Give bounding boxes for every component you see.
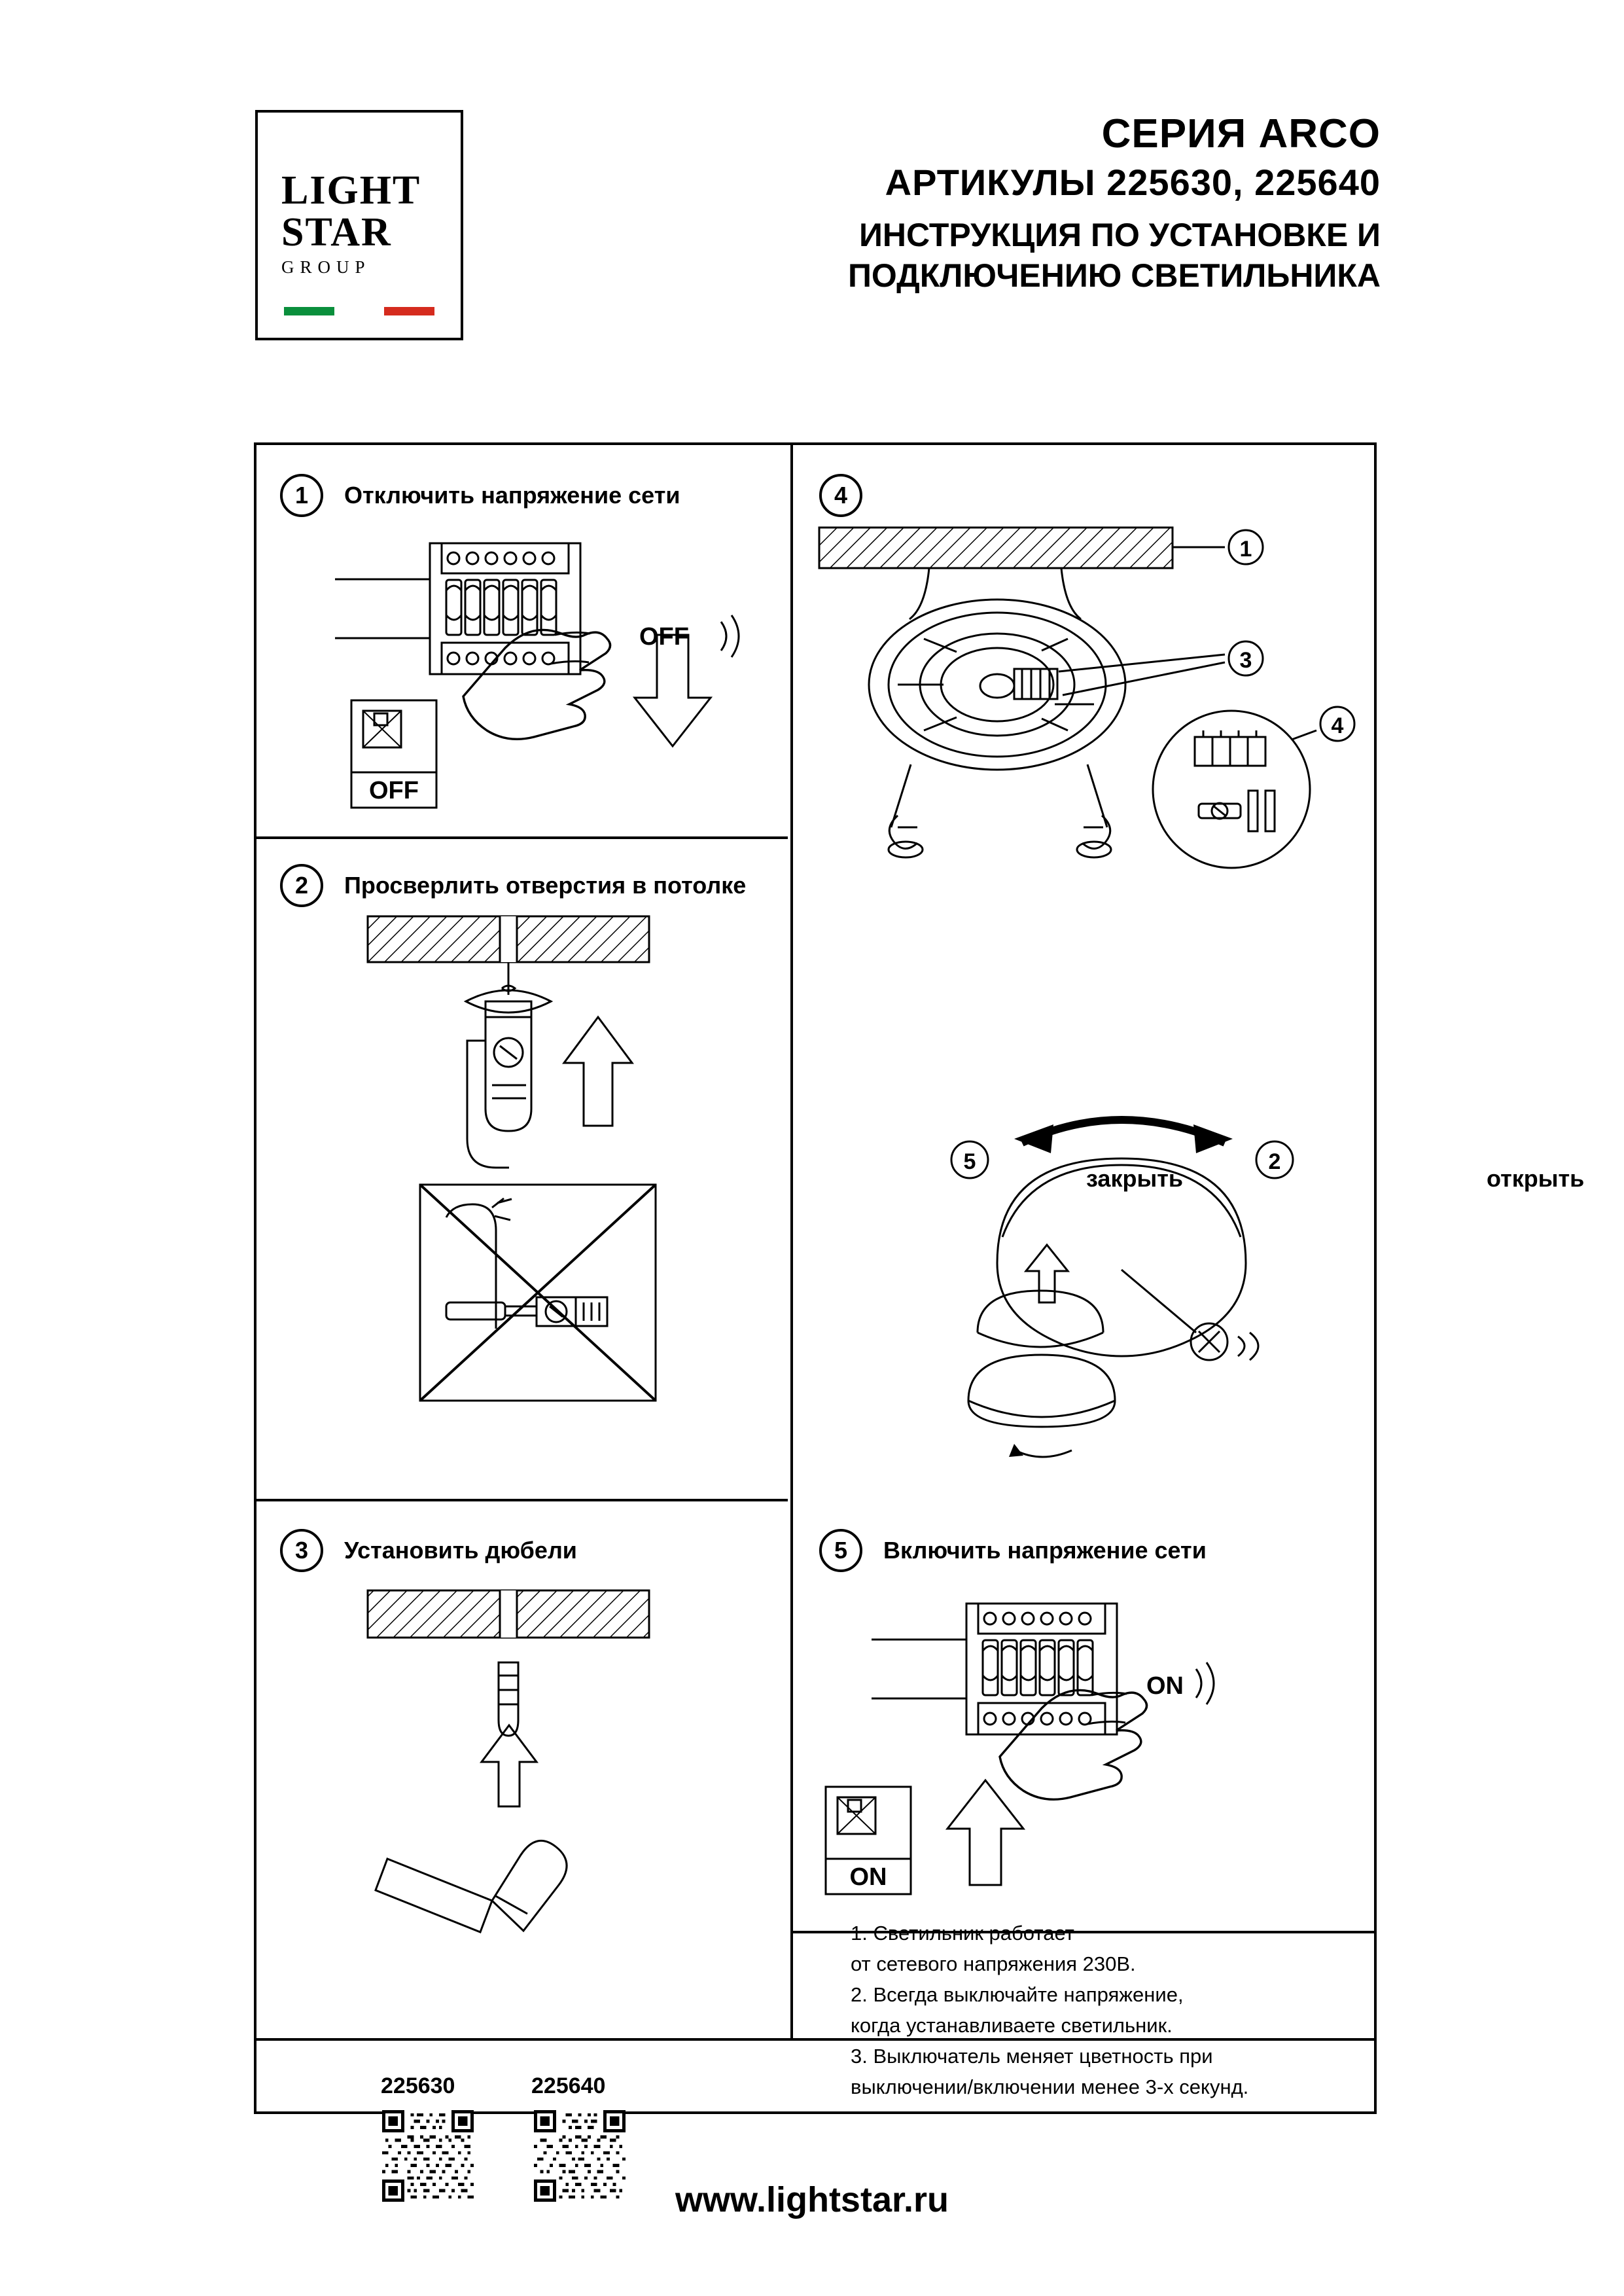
step-2-number: 2 bbox=[280, 864, 323, 907]
note-line-1: 1. Светильник работает bbox=[851, 1922, 1074, 1945]
step-3-illustration bbox=[270, 1577, 780, 2016]
page-header bbox=[255, 110, 1381, 359]
code-label-1: 225630 bbox=[381, 2073, 455, 2098]
svg-text:5: 5 bbox=[963, 1149, 976, 1174]
step-5-number: 5 bbox=[819, 1529, 862, 1572]
svg-text:4: 4 bbox=[1331, 713, 1344, 738]
table-divider-1 bbox=[256, 836, 788, 839]
logo-line-3: GROUP bbox=[281, 257, 371, 277]
note-line-5: 3. Выключатель меняет цветность при bbox=[851, 2045, 1213, 2068]
code-label-2: 225640 bbox=[531, 2073, 606, 2098]
articles-title: АРТИКУЛЫ 225630, 225640 bbox=[885, 162, 1381, 203]
svg-text:OFF: OFF bbox=[639, 623, 689, 651]
italy-flag-icon bbox=[284, 307, 434, 315]
open-label: открыть bbox=[1487, 1165, 1585, 1192]
svg-text:3: 3 bbox=[1239, 648, 1252, 673]
step-4-number: 4 bbox=[819, 474, 862, 517]
step-1-illustration bbox=[270, 517, 780, 825]
step-3-title: Установить дюбели bbox=[344, 1537, 577, 1564]
brand-logo bbox=[255, 110, 463, 340]
step-5-title: Включить напряжение сети bbox=[883, 1537, 1207, 1564]
svg-text:2: 2 bbox=[1268, 1149, 1281, 1174]
step-open-close-illustration bbox=[806, 1073, 1369, 1532]
note-line-2: от сетевого напряжения 230В. bbox=[851, 1952, 1136, 1975]
instruction-title-line1: ИНСТРУКЦИЯ ПО УСТАНОВКЕ И bbox=[858, 217, 1381, 253]
svg-text:OFF: OFF bbox=[369, 777, 419, 804]
close-label: закрыть bbox=[1086, 1165, 1183, 1192]
notes-block bbox=[851, 1918, 1348, 2102]
instruction-title-line2: ПОДКЛЮЧЕНИЮ СВЕТИЛЬНИКА bbox=[847, 257, 1381, 294]
table-divider-2 bbox=[256, 1499, 788, 1501]
step-1-title: Отключить напряжение сети bbox=[344, 482, 680, 509]
website-link[interactable]: www.lightstar.ru bbox=[675, 2180, 949, 2219]
table-vertical-divider bbox=[790, 445, 793, 2038]
step-2-illustration bbox=[270, 910, 780, 1486]
svg-text:ON: ON bbox=[849, 1863, 887, 1891]
note-line-3: 2. Всегда выключайте напряжение, bbox=[851, 1983, 1184, 2006]
step-2-title: Просверлить отверстия в потолке bbox=[344, 872, 747, 899]
series-title: СЕРИЯ ARCO bbox=[1101, 111, 1381, 156]
svg-text:ON: ON bbox=[1146, 1672, 1184, 1700]
note-line-4: когда устанавливаете светильник. bbox=[851, 2014, 1173, 2037]
steps-table bbox=[254, 442, 1585, 2114]
logo-line-1: LIGHT bbox=[281, 168, 421, 213]
svg-text:1: 1 bbox=[1239, 537, 1252, 562]
header-text-block bbox=[713, 110, 1381, 296]
step-4-illustration bbox=[806, 508, 1369, 1077]
step-3-number: 3 bbox=[280, 1529, 323, 1572]
note-line-6: выключении/включении менее 3-х секунд. bbox=[851, 2075, 1249, 2098]
step-1-number: 1 bbox=[280, 474, 323, 517]
logo-line-2: STAR bbox=[281, 210, 392, 255]
